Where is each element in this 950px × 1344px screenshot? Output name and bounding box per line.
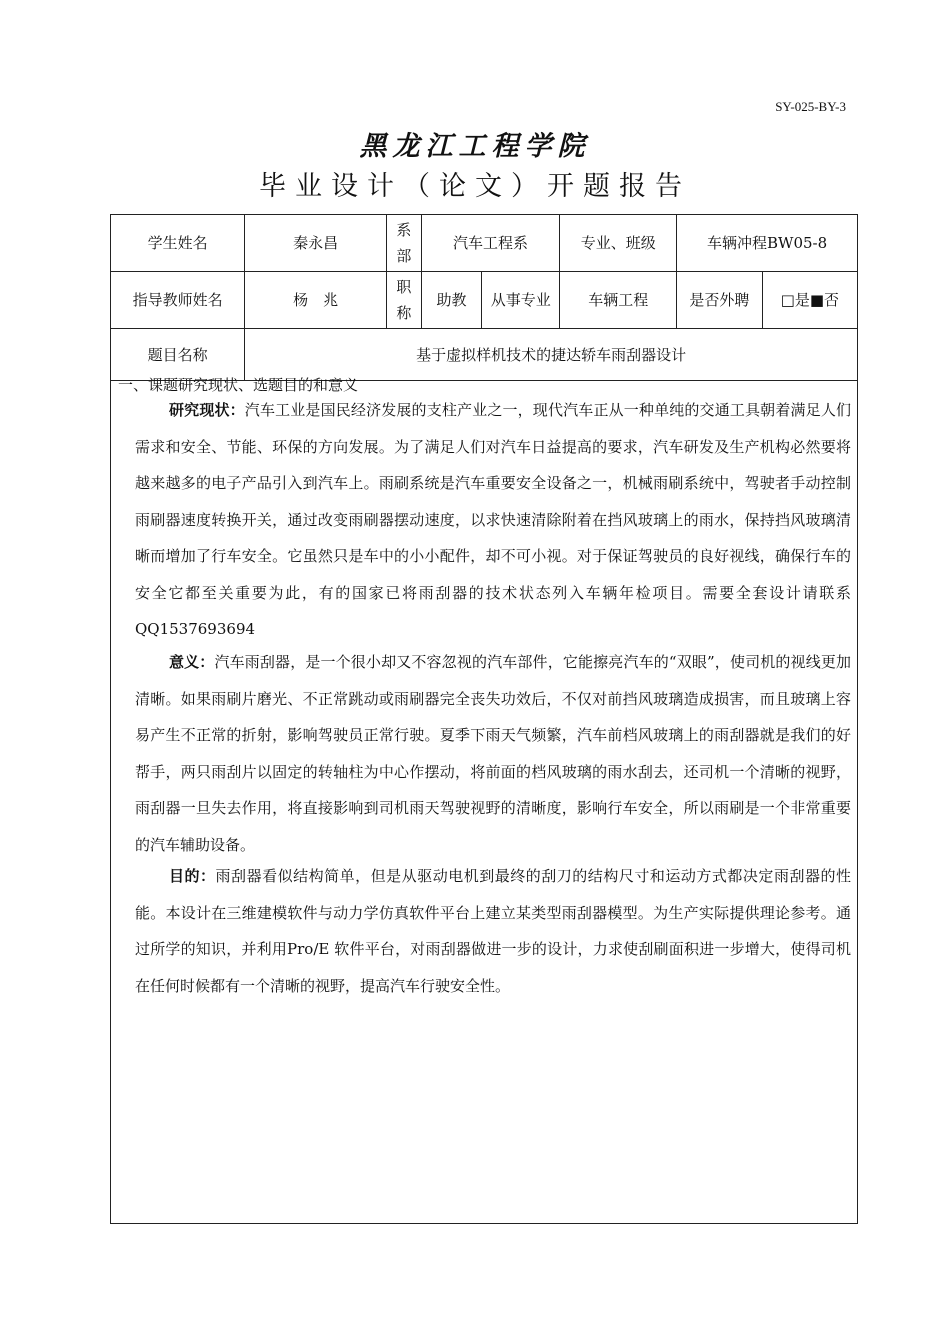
advisor-name-value: 杨 兆 (245, 272, 387, 329)
topic-value: 基于虚拟样机技术的捷达轿车雨刮器设计 (245, 329, 858, 381)
department-label: 系部 (387, 215, 422, 272)
meaning-label: 意义： (169, 653, 215, 671)
meaning-text-a: 汽车雨刮器，是一个很小却又不容忽视的汽车部件，它能擦亮汽车的“双眼”，使司机的视线更加清晰。 (135, 653, 851, 708)
external-hire-value: □是■否 (762, 272, 857, 329)
department-value: 汽车工程系 (421, 215, 560, 272)
research-status-paragraph (135, 392, 851, 648)
advisor-name-label: 指导教师姓名 (111, 272, 245, 329)
section-content-box (110, 373, 858, 1224)
purpose-paragraph (135, 858, 851, 1004)
purpose-label: 目的： (169, 867, 216, 885)
meaning-text-b: 如果雨刷片磨光、不正常跳动或雨刷器完全丧失功效后，不仅对前挡风玻璃造成损害，而且玻璃上容易产生不正常的折射，影响驾驶员正常行驶。夏季下雨天气频繁，汽车前档风玻璃上的雨刮器就是我们的好帮手，两只雨刮片以固定的转轴柱为中心作摆动，将前面的档风玻璃的雨水刮去，还司机一个清晰的视野， (135, 689, 851, 781)
page-title: 毕业设计（论文）开题报告 (259, 171, 691, 202)
school-name-calligraphy: 黑龙江工程学院 (359, 131, 591, 162)
advisor-title-label: 职称 (387, 272, 422, 329)
section-heading: 一、课题研究现状、选题目的和意义 (118, 376, 359, 394)
research-status-label: 研究现状： (169, 401, 245, 419)
student-name-label: 学生姓名 (111, 215, 245, 272)
research-status-text: 汽车工业是国民经济发展的支柱产业之一，现代汽车正从一种单纯的交通工具朝着满足人们需求和安全、节能、环保的方向发展。为了满足人们对汽车日益提高的要求，汽车研发及生产机构必然要将越来越多的电子产品引入到汽车上。雨刷系统是汽车重要安全设备之一，机械雨刷系统中，驾驶者手动控制雨刷器速度转换开关，通过改变雨刷器摆动速度，以求快速清除附着在挡风玻璃上的雨水，保持挡风玻璃清晰而增加了行车安全。它虽然只是车中的小小配件，却不可小视。对于保证驾驶员的良好视线，确保行车的安全它都至关重要为此，有的国家已将雨刮器的技术状态列入车辆年检项目。需要全套设计请联系QQ1537693694 (135, 401, 851, 638)
document-code: SY-025-BY-3 (775, 99, 846, 114)
external-hire-label: 是否外聘 (677, 272, 763, 329)
major-class-value: 车辆冲程BW05-8 (677, 215, 858, 272)
meaning-paragraph (135, 644, 851, 863)
student-name-value: 秦永昌 (245, 215, 387, 272)
purpose-text: 雨刮器看似结构简单，但是从驱动电机到最终的刮刀的结构尺寸和运动方式都决定雨刮器的性能。本设计在三维建模软件与动力学仿真软件平台上建立某类型雨刮器模型。为生产实际提供理论参考。通过所学的知识，并利用Pro/E 软件平台，对雨刮器做进一步的设计，力求使刮刷面积进一步增大，使得司机在任何时候都有一个清晰的视野，提高汽车行驶安全性。 (135, 867, 851, 995)
info-table (110, 214, 858, 381)
advisor-title-value: 助教 (421, 272, 482, 329)
advisor-field-label: 从事专业 (482, 272, 560, 329)
advisor-field-value: 车辆工程 (560, 272, 677, 329)
major-class-label: 专业、班级 (560, 215, 677, 272)
meaning-text-c: 雨刮器一旦失去作用，将直接影响到司机雨天驾驶视野的清晰度，影响行车安全，所以雨刷是一个非常重要的汽车辅助设备。 (135, 799, 851, 854)
topic-label: 题目名称 (111, 329, 245, 381)
